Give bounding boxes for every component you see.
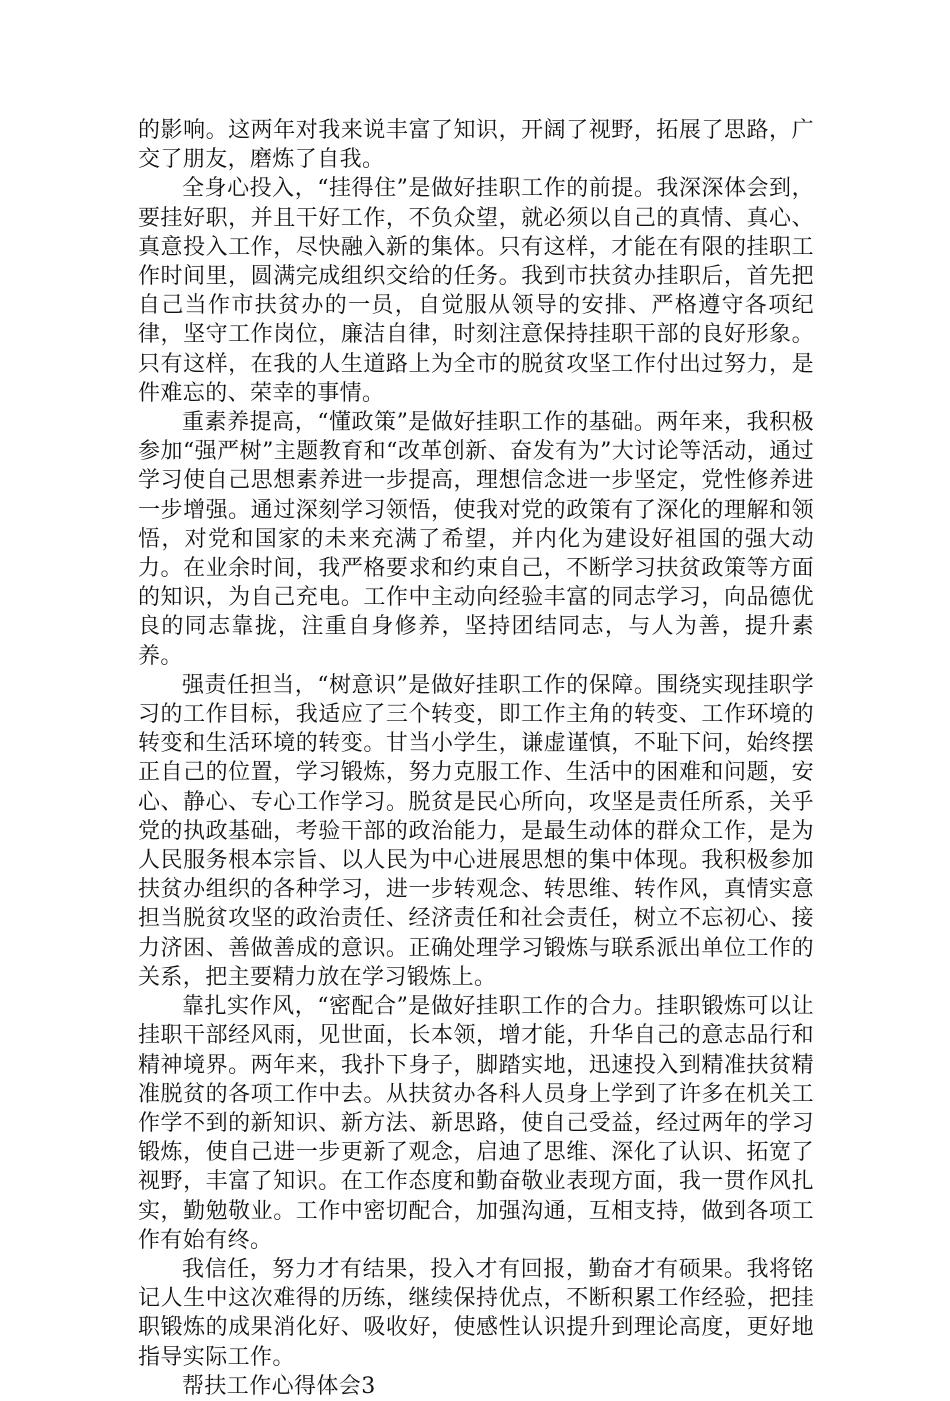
paragraph-cooperation: 靠扎实作风，“密配合”是做好挂职工作的合力。挂职锻炼可以让挂职干部经风雨，见世面，长本领，增才能，升华自己的意志品行和精神境界。两年来，我扑下身子，脚踏实地，迅速投入到精准扶贫精准脱贫的各项工作中去。从扶贫办各科人员身上学到了许多在机关工作学不到的新知识、新方法、新思路，使自己受益，经过两年的学习锻炼，使自己进一步更新了观念，启迪了思维、深化了认识、拓宽了视野，丰富了知识。在工作态度和勤奋敬业表现方面，我一贯作风扎实，勤勉敬业。工作中密切配合，加强沟通，互相支持，做到各项工作有始有终。 bbox=[138, 994, 814, 1253]
section-heading: 帮扶工作心得体会3 bbox=[182, 1373, 376, 1399]
paragraph-policy: 重素养提高，“懂政策”是做好挂职工作的基础。两年来，我积极参加“强严树”主题教育和“改革创新、奋发有为”大讨论等活动，通过学习使自己思想素养进一步提高，理想信念进一步坚定，党性修养进一步增强。通过深刻学习领悟，使我对党的政策有了深化的理解和领悟，对党和国家的未来充满了希望，并内化为建设好祖国的强大动力。在业余时间，我严格要求和约束自己，不断学习扶贫政策等方面的知识，为自己充电。工作中主动向经验丰富的同志学习，向品德优良的同志靠拢，注重自身修养，坚持团结同志，与人为善，提升素养。 bbox=[138, 410, 814, 669]
paragraph-conclusion: 我信任，努力才有结果，投入才有回报，勤奋才有硕果。我将铭记人生中这次难得的历练，继续保持优点，不断积累工作经验，把挂职锻炼的成果消化好、吸收好，使感性认识提升到理论高度，更好地指导实际工作。 bbox=[138, 1256, 814, 1370]
paragraph-continuation: 的影响。这两年对我来说丰富了知识，开阔了视野，拓展了思路，广交了朋友，磨炼了自我。 bbox=[138, 118, 814, 173]
paragraph-responsibility: 强责任担当，“树意识”是做好挂职工作的保障。围绕实现挂职学习的工作目标，我适应了三个转变，即工作主角的转变、工作环境的转变和生活环境的转变。甘当小学生，谦虚谨慎，不耻下问，始终摆正自己的位置，学习锻炼，努力克服工作、生活中的困难和问题，安心、静心、专心工作学习。脱贫是民心所向，攻坚是责任所系，关乎党的执政基础，考验干部的政治能力，是最生动体的群众工作，是为人民服务根本宗旨、以人民为中心进展思想的集中体现。我积极参加扶贫办组织的各种学习，进一步转观念、转思维、转作风，真情实意担当脱贫攻坚的政治责任、经济责任和社会责任，树立不忘初心、接力济困、善做善成的意识。正确处理学习锻炼与联系派出单位工作的关系，把主要精力放在学习锻炼上。 bbox=[138, 672, 814, 990]
document-body bbox=[138, 116, 814, 1401]
paragraph-commitment: 全身心投入，“挂得住”是做好挂职工作的前提。我深深体会到，要挂好职，并且干好工作，不负众望，就必须以自己的真情、真心、真意投入工作，尽快融入新的集体。只有这样，才能在有限的挂职工作时间里，圆满完成组织交给的任务。我到市扶贫办挂职后，首先把自己当作市扶贫办的一员，自觉服从领导的安排、严格遵守各项纪律，坚守工作岗位，廉洁自律，时刻注意保持挂职干部的良好形象。只有这样，在我的人生道路上为全市的脱贫攻坚工作付出过努力，是件难忘的、荣幸的事情。 bbox=[138, 176, 814, 406]
